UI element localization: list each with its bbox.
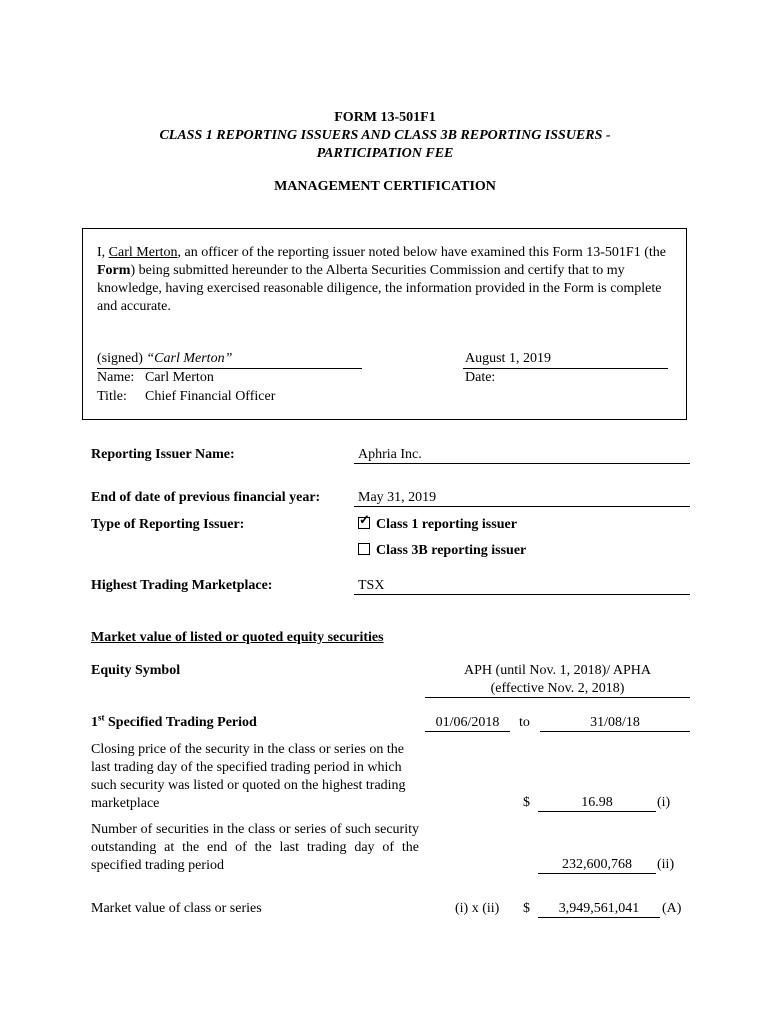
date-value: August 1, 2019 xyxy=(465,351,551,366)
form-subtitle-line1: CLASS 1 REPORTING ISSUERS AND CLASS 3B REPORTING ISSUERS - xyxy=(159,128,611,143)
title-value: Chief Financial Officer xyxy=(145,389,276,404)
period-to: to xyxy=(519,715,530,730)
title-label: Title: xyxy=(97,389,127,404)
equity-symbol-line xyxy=(425,697,690,698)
option-class1[interactable]: ✓ Class 1 reporting issuer xyxy=(359,512,517,532)
period-end: 31/08/18 xyxy=(590,715,640,730)
date-label: Date: xyxy=(465,370,496,385)
checkbox-checked-icon[interactable]: ✓ xyxy=(359,512,370,527)
issuer-name-line xyxy=(354,463,690,464)
form-number: FORM 13-501F1 xyxy=(334,110,436,125)
closing-price-line xyxy=(538,811,656,812)
name-value: Carl Merton xyxy=(145,370,214,385)
securities-description: Number of securities in the class or series of such security outstanding at the end of the last trading day of the specified trading period xyxy=(91,822,419,873)
marketplace-label: Highest Trading Marketplace: xyxy=(91,578,273,593)
market-value-currency: $ xyxy=(523,901,530,916)
marketplace-value: TSX xyxy=(358,578,385,593)
market-value-ref: (A) xyxy=(662,901,682,916)
trading-period-label: 1st Specified Trading Period xyxy=(91,712,257,730)
section-title: MANAGEMENT CERTIFICATION xyxy=(274,179,496,194)
securities-count: 232,600,768 xyxy=(562,857,632,872)
form-subtitle-line2: PARTICIPATION FEE xyxy=(316,146,454,161)
issuer-name-label: Reporting Issuer Name: xyxy=(91,447,235,462)
closing-price-description: Closing price of the security in the class or series on the last trading day of the specified trading period in which such security was listed or quoted on the highest trading marketplace xyxy=(91,742,406,811)
currency-symbol: $ xyxy=(523,795,530,810)
option-class3b[interactable]: Class 3B reporting issuer xyxy=(358,543,526,559)
equity-symbol-label: Equity Symbol xyxy=(91,663,181,678)
closing-price-ref: (i) xyxy=(657,795,671,810)
marketplace-line xyxy=(354,594,690,595)
name-label: Name: xyxy=(97,370,135,385)
equity-symbol-line2: (effective Nov. 2, 2018) xyxy=(490,681,625,696)
checkbox-unchecked-icon[interactable] xyxy=(358,543,370,555)
securities-ref: (ii) xyxy=(657,857,675,872)
officer-name: Carl Merton xyxy=(108,245,178,260)
signature-line xyxy=(97,368,362,369)
period-start-line xyxy=(425,731,510,732)
financial-year-label: End of date of previous financial year: xyxy=(91,490,321,505)
market-value-heading: Market value of listed or quoted equity securities xyxy=(91,630,384,645)
securities-count-line xyxy=(538,873,656,874)
market-value-description: Market value of class or series xyxy=(91,901,262,916)
market-value-formula: (i) x (ii) xyxy=(455,901,500,916)
market-value-amount: 3,949,561,041 xyxy=(558,901,640,916)
signature-value: (signed) “Carl Merton” xyxy=(97,351,233,366)
market-value-line xyxy=(538,917,660,918)
financial-year-value: May 31, 2019 xyxy=(358,490,437,505)
period-start: 01/06/2018 xyxy=(435,715,500,730)
issuer-type-label: Type of Reporting Issuer: xyxy=(91,517,245,532)
closing-price-value: 16.98 xyxy=(581,795,613,810)
date-line xyxy=(463,368,668,369)
issuer-name-value: Aphria Inc. xyxy=(358,447,422,462)
financial-year-line xyxy=(354,506,690,507)
period-end-line xyxy=(540,731,690,732)
equity-symbol-line1: APH (until Nov. 1, 2018)/ APHA xyxy=(464,663,651,678)
certification-paragraph: I, Carl Merton, an officer of the reporting issuer noted below have examined this Form 13-501F1 (the Form) being submitted hereunder to the Alberta Securities Commission and certify that to my knowledge, having exercised reasonable diligence, the information provided in the Form is complete and accurate. xyxy=(97,245,666,314)
